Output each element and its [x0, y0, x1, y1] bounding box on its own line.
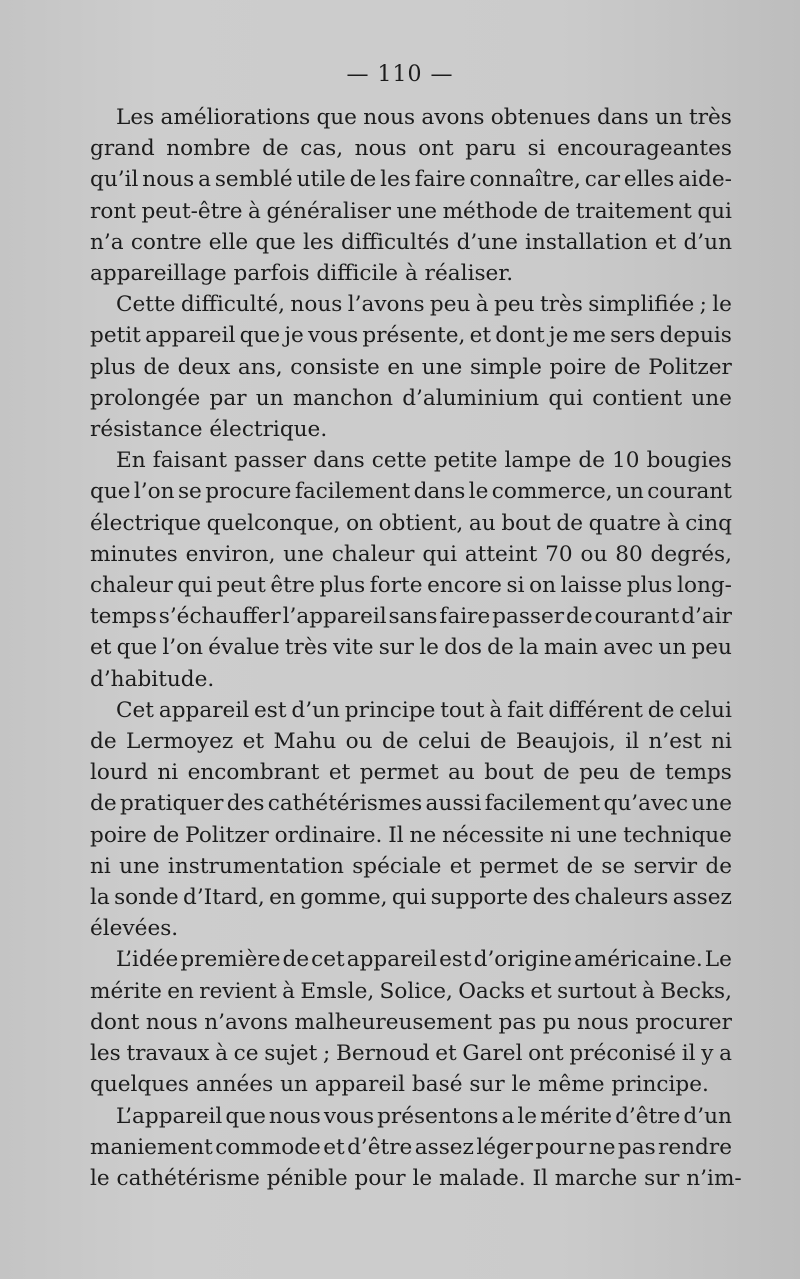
text-line: minutes environ, une chaleur qui atteint 70 ou 80 degrés, [90, 541, 732, 567]
text-line: plus de deux ans, consiste en une simple poire de Politzer [90, 354, 732, 380]
text-line: grand nombre de cas, nous ont paru si encourageantes [90, 136, 732, 162]
paragraph [90, 289, 732, 445]
text-line: En faisant passer dans cette petite lampe de 10 bougies [116, 448, 732, 474]
text-line: n’a contre elle que les difficultés d’une installation et d’un [90, 229, 732, 255]
text-line: prolongée par un manchon d’aluminium qui contient une [90, 385, 732, 411]
body-text [90, 102, 742, 1194]
text-line: quelques années un appareil basé sur le même principe. [90, 1072, 709, 1098]
text-line: mérite en revient à Emsle, Solice, Oacks et surtout à Becks, [90, 978, 732, 1004]
paragraph [90, 102, 732, 289]
text-line: et que l’on évalue très vite sur le dos de la main avec un peu [90, 635, 732, 661]
page-number: — 110 — [346, 62, 454, 87]
paragraph [90, 445, 732, 695]
text-line: ni une instrumentation spéciale et permet de se servir de [90, 853, 732, 879]
text-line: dont nous n’avons malheureusement pas pu nous procurer [90, 1009, 732, 1035]
text-line: poire de Politzer ordinaire. Il ne nécessite ni une technique [90, 822, 732, 848]
text-line: Les améliorations que nous avons obtenues dans un très [116, 105, 732, 130]
text-line: Cette difficulté, nous l’avons peu à peu très simplifiée ; le [116, 292, 732, 318]
text-line: L’idée première de cet appareil est d’origine américaine. Le [116, 947, 732, 973]
paragraph [90, 695, 732, 945]
text-line: L’appareil que nous vous présentons a le mérite d’être d’un [116, 1103, 732, 1129]
text-line: de pratiquer des cathétérismes aussi facilement qu’avec une [90, 791, 732, 817]
text-line: chaleur qui peut être plus forte encore si on laisse plus long- [90, 573, 732, 599]
text-line: de Lermoyez et Mahu ou de celui de Beaujois, il n’est ni [90, 729, 732, 755]
text-line: résistance électrique. [90, 417, 328, 443]
text-line: élevées. [90, 916, 179, 942]
text-line: Cet appareil est d’un principe tout à fait différent de celui [116, 697, 732, 723]
text-line: appareillage parfois difficile à réaliser. [90, 261, 514, 287]
text-line: petit appareil que je vous présente, et dont je me sers depuis [90, 323, 732, 349]
text-line: les travaux à ce sujet ; Bernoud et Garel ont préconisé il y a [90, 1041, 732, 1067]
paragraph [90, 1101, 742, 1195]
text-line: qu’il nous a semblé utile de les faire connaître, car elles aide- [90, 167, 732, 193]
text-line: la sonde d’Itard, en gomme, qui supporte des chaleurs assez [90, 885, 732, 911]
text-line: que l’on se procure facilement dans le commerce, un courant [90, 479, 732, 505]
text-line: électrique quelconque, on obtient, au bout de quatre à cinq [90, 510, 732, 536]
text-line: le cathétérisme pénible pour le malade. Il marche sur n’im- [90, 1165, 742, 1191]
paragraph [90, 944, 732, 1100]
text-line: temps s’échauffer l’appareil sans faire passer de courant d’air [90, 604, 732, 630]
text-line: maniement commode et d’être assez léger pour ne pas rendre [90, 1134, 732, 1160]
text-line: d’habitude. [90, 666, 215, 692]
text-line: ront peut-être à généraliser une méthode de traitement qui [90, 198, 732, 224]
text-line: lourd ni encombrant et permet au bout de peu de temps [90, 760, 732, 786]
